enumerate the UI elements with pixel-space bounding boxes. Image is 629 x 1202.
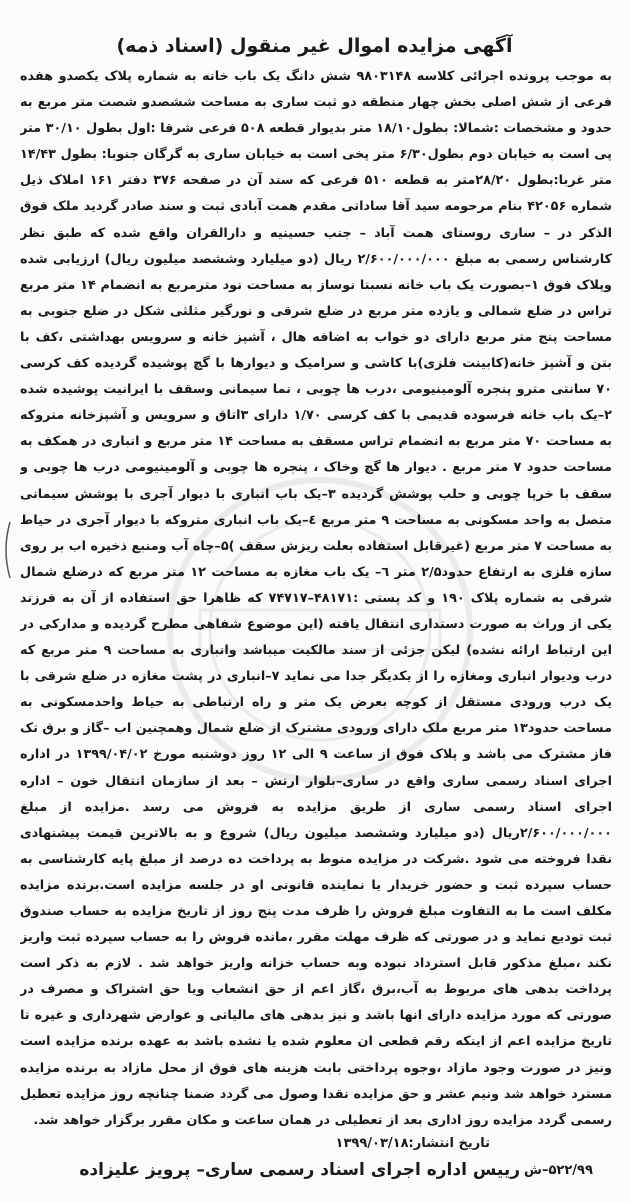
- reference-code: ۵۲۲/۹۹–ش: [524, 1163, 593, 1178]
- notice-title: آگهی مزایده اموال غیر منقول (اسناد ذمه): [116, 35, 513, 57]
- publish-date: تاریخ انتشار:۱۳۹۹/۰۳/۱۸: [335, 1136, 490, 1151]
- margin-mark: [0, 520, 12, 580]
- signature-line: رییس اداره اجرای اسناد رسمی ساری– پرویز علیزاده: [79, 1160, 520, 1180]
- notice-body: به موجب پرونده اجرائی کلاسه ۹۸۰۳۱۴۸ شش دانگ یک باب خانه به شماره پلاک یکصدو هفده فرعی از شش اصلی بخش چهار منطقه دو ثبت ساری به مساحت ششصدو شصت متر مربع به حدود و مشخصات :شمالا: بطول۱۸/۱۰ متر بدیوار قطعه ۵۰۸ فرعی شرقا :اول بطول ۳۰/۱۰ متر پی است به خیابان دوم بطول۶/۳۰ متر پخی است به خیابان ساری به گرگان جنوبا: بطول ۱۴/۴۳ متر غربا:بطول ۲۸/۲۰متر به قطعه ۵۱۰ فرعی که سند آن در صفحه ۳۷۶ دفتر ۱۶۱ املاک ذیل شماره ۴۲۰۵۶ بنام مرحومه سید آقا ساداتی مقدم همت آبادی ثبت و سند صادر گردید ملک فوق الذکر در – ساری روستای همت آباد – جنب حسینیه و دارالقران واقع شده که طبق نظر کارشناس رسمی به مبلغ ۲/۶۰۰/۰۰۰/۰۰۰ ریال (دو میلیارد وششصد میلیون ریال) ارزیابی شده وپلاک فوق ۱–بصورت یک باب خانه نسبتا نوساز به مساحت نود مترمربع به انضمام ۱۴ متر مربع تراس در ضلع شمالی و یازده متر مربع در ضلع شرقی و نورگیر مثلثی شکل در ضلع جنوبی به مساحت پنج متر مربع دارای دو خواب به اضافه هال ، آشپز خانه و سرویس بهداشتی ،کف با بتن و آشپز خانه(کابینت فلزی)با کاشی و سرامیک و دیوارها با گچ پوشیده گردیده کف کرسی ۷۰ سانتی مترو پنجره آلومینیومی ،درب ها چوبی ، نما سیمانی وسقف با ایرانیت پوشیده شده ۲–یک باب خانه فرسوده قدیمی با کف کرسی ۱/۷۰ دارای ۳اتاق و سرویس و آشپزخانه متروکه به مساحت ۷۰ متر مربع به انضمام تراس مسقف به مساحت ۱۴ متر مربع و انباری در همکف به مساحت حدود ۷ متر مربع . دیوار ها گچ وخاک ، پنجره ها چوبی و آلومینیومی درب ها چوبی و سقف با خرپا چوبی و حلب پوشش گردیده ۳–یک باب انباری با دیوار آجری با پوشش سیمانی متصل به واحد مسکونی به مساحت ۹ متر مربع ٤–یک باب انباری متروکه با دیوار آجری در حیاط به مساحت ۷ متر مربع (غیرقابل استفاده بعلت ریزش سقف )۵–چاه آب ومنبع ذخیره اب بر روی سازه فلزی به ارتفاع حدود۲/۵ متر ٦– یک باب مغازه به مساحت ۱۲ متر مربع که درضلع شمال شرقی به شماره پلاک ۱۹۰ و کد پستی :۴۸۱۷۱–۷۴۷۱۷ که ظاهرا حق استفاده از آن به فرزند یکی از وراث به صورت دستداری انتقال یافته (این موضوع شفاهی مطرح گردیده و مدارکی در این ارتباط ارائه نشده) لیکن جزئی از سند مالکیت میباشد وانباری به مساحت ۹ متر مربع که درب ودیوار انباری ومغازه را از یکدیگر جدا می نماید ۷–انباری در پشت مغازه در ضلع شرقی با یک درب ورودی مستقل از کوچه بعرض یک متر و راه ارتباطی به حیاط واحدمسکونی به مساحت حدود۱۳ متر مربع ملک دارای ورودی مشترک از ضلع شمال وهمچنین اب –گاز و برق تک فاز مشترک می باشد و پلاک فوق از ساعت ۹ الی ۱۲ روز دوشنبه مورخ ۱۳۹۹/۰۴/۰۲ در اداره اجرای اسناد رسمی ساری واقع در ساری–بلوار ارتش – بعد از سازمان انتقال خون – اداره اجرای اسناد رسمی ساری از طریق مزایده به فروش می رسد .مزایده از مبلغ ۲/۶۰۰/۰۰۰/۰۰۰ریال (دو میلیارد وششصد میلیون ریال) شروع و به بالاترین قیمت پیشنهادی نقدا فروخته می شود .شرکت در مزایده منوط به پرداخت ده درصد از مبلغ پایه کارشناسی به حساب سپرده ثبت و حضور خریدار یا نماینده قانونی او در جلسه مزایده است.برنده مزایده مکلف است ما به التفاوت مبلغ فروش را ظرف مدت پنج روز از تاریخ مزایده به حساب صندوق ثبت تودیع نماید و در صورتی که ظرف مهلت مقرر ،مانده فروش را به حساب سپرده ثبت واریز نکند ،مبلغ مذکور قابل استرداد نبوده وبه حساب خزانه واریز خواهد شد . لازم به ذکر است پرداخت بدهی های مربوط به آب،برق ،گاز اعم از حق انشعاب ویا حق اشتراک و مصرف در صورتی که مورد مزایده دارای انها باشد و نیز بدهی های مالیاتی و عوارض شهرداری و غیره تا تاریخ مزایده اعم از اینکه رقم قطعی ان معلوم شده یا نشده باشد به عهده برنده مزایده است ونیز در صورت وجود مازاد ،وجوه پرداختی بابت هزینه های فوق از محل مازاد به برنده مزایده مسترد خواهد شد ونیم عشر و حق مزایده نقدا وصول می گردد ضمنا چنانچه روز مزایده تعطیل رسمی گردد مزایده روز اداری بعد از تعطیلی در همان ساعت و مکان مقرر برگزار خواهد شد.: [20, 69, 612, 1128]
